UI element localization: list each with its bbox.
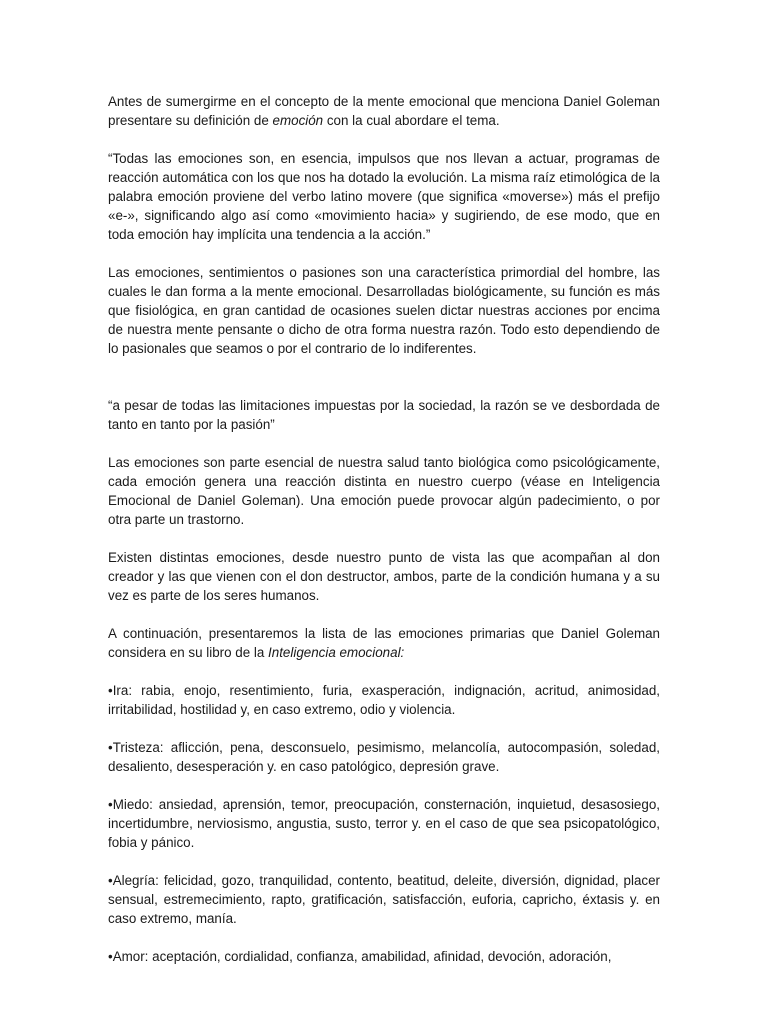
paragraph-health: Las emociones son parte esencial de nuestra salud tanto biológica como psicológicamente, cada emoción genera una reacción distinta en nuestro cuerpo (véase en Inteligencia Emocional de Daniel Goleman). Una emoción puede provocar algún padecimiento, o por otra parte un trastorno. — [108, 455, 660, 527]
paragraph-intro — [108, 92, 660, 130]
paragraph-gap — [108, 605, 660, 624]
paragraph-emotions-description: Las emociones, sentimientos o pasiones son una característica primordial del hombre, las cuales le dan forma a la mente emocional. Desarrolladas biológicamente, su función es más que fisiológica, en gran cantidad de ocasiones suelen dictar nuestras acciones por encima de nuestra mente pensante o dicho de otra forma nuestra razón. Todo esto dependiendo de lo pasionales que seamos o por el contrario de lo indiferentes. — [108, 265, 660, 356]
list-item-alegria: •Alegría: felicidad, gozo, tranquilidad, contento, beatitud, deleite, diversión, dignidad, placer sensual, estremecimiento, rapto, gratificación, satisfacción, euforia, capricho, éxtasis y. en caso extremo, manía. — [108, 873, 660, 926]
paragraph-passion-quote: “a pesar de todas las limitaciones impuestas por la sociedad, la razón se ve desbordada de tanto en tanto por la pasión” — [108, 398, 660, 432]
paragraph-gap — [108, 928, 660, 947]
list-item-amor: •Amor: aceptación, cordialidad, confianza, amabilidad, afinidad, devoción, adoración, — [108, 949, 612, 964]
paragraph-gap — [108, 662, 660, 681]
paragraph-gap — [108, 130, 660, 149]
book-title: Inteligencia emocional: — [268, 645, 405, 660]
list-item-miedo: •Miedo: ansiedad, aprensión, temor, preocupación, consternación, inquietud, desasosiego, incertidumbre, nerviosismo, angustia, susto, terror y. en el caso de que sea psicopatológico, fobia y pánico. — [108, 797, 660, 850]
paragraph-gap — [108, 434, 660, 453]
paragraph-gap — [108, 776, 660, 795]
paragraph-gap — [108, 719, 660, 738]
paragraph-distinct-emotions: Existen distintas emociones, desde nuestro punto de vista las que acompañan al don creador y las que vienen con el don destructor, ambos, parte de la condición humana y a su vez es parte de los seres humanos. — [108, 550, 660, 603]
emotion-term: emoción — [272, 113, 324, 128]
paragraph-gap — [108, 852, 660, 871]
paragraph-gap — [108, 244, 660, 263]
paragraph-gap-large — [108, 358, 660, 396]
intro-text-end: con la cual abordare el tema. — [323, 113, 500, 128]
list-item-ira: •Ira: rabia, enojo, resentimiento, furia, exasperación, indignación, acritud, animosidad, irritabilidad, hostilidad y, en caso extremo, odio y violencia. — [108, 683, 660, 717]
paragraph-definition-quote: “Todas las emociones son, en esencia, impulsos que nos llevan a actuar, programas de reacción automática con los que nos ha dotado la evolución. La misma raíz etimológica de la palabra emoción proviene del verbo latino movere (que significa «moverse») más el prefijo «e-», significando algo así como «movimiento hacia» y sugiriendo, de ese modo, que en toda emoción hay implícita una tendencia a la acción.” — [108, 151, 660, 242]
paragraph-gap — [108, 529, 660, 548]
paragraph-list-intro — [108, 624, 660, 662]
list-intro-text: A continuación, presentaremos la lista de las emociones primarias que Daniel Goleman considera en su libro de la — [108, 626, 660, 660]
list-item-tristeza: •Tristeza: aflicción, pena, desconsuelo, pesimismo, melancolía, autocompasión, soledad, desaliento, desesperación y. en caso patológico, depresión grave. — [108, 740, 660, 774]
intro-text: Antes de sumergirme en el concepto de la mente emocional que menciona Daniel Goleman presentare su definición de — [108, 94, 660, 128]
